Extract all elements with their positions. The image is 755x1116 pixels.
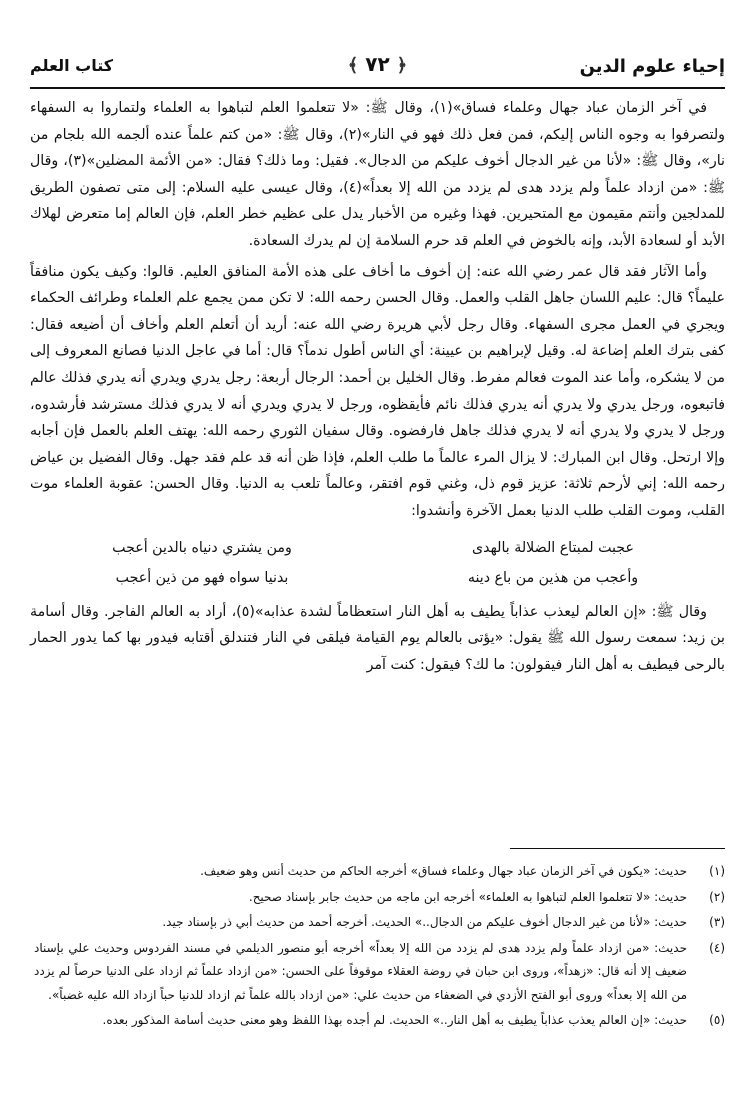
footnote-divider	[510, 848, 725, 849]
poem-hemistich: ومن يشتري دنياه بالدين أعجب	[112, 539, 292, 556]
footnote-text: حديث: «يكون في آخر الزمان عباد جهال وعلماء فساق» أخرجه الحاكم من حديث أنس وهو ضعيف.	[200, 864, 687, 878]
paragraph-1: في آخر الزمان عباد جهال وعلماء فساق»(١)، وقال ﷺ: «لا تتعلموا العلم لتباهوا به العلماء ولتماروا به السفهاء ولتصرفوا به وجوه الناس إليكم، فمن فعل ذلك فهو في النار»(٢)، وقال ﷺ: «من كتم علماً عنده ألجمه الله بلجام من نار»، وقال ﷺ: «لأنا من غير الدجال أخوف عليكم من الدجال». فقيل: وما ذلك؟ فقال: «من الأئمة المضلين»(٣)، وقال ﷺ: «من ازداد علماً ولم يزدد هدى لم يزدد من الله إلا بعداً»(٤)، وقال عيسى عليه السلام: إلى متى تصفون الطريق للمدلجين وأنتم مقيمون مع المتحيرين. فهذا وغيره من الأخبار يدل على عظيم خطر العلم، فإن العالم إما متعرض لهلاك الأبد أو لسعادة الأبد، وإنه بالخوض في العلم قد حرم السلامة إن لم يدرك السعادة.	[30, 100, 726, 249]
footnote-text: حديث: «لا تتعلموا العلم لتباهوا به العلماء» أخرجه ابن ماجه من حديث جابر بإسناد صحيح.	[248, 889, 687, 904]
poem-hemistich: عجبت لمبتاع الضلالة بالهدى	[472, 539, 634, 556]
poem-verse-1	[30, 533, 725, 563]
footnote-1	[34, 860, 725, 884]
footnote-number: (١)	[709, 864, 725, 878]
page-number	[348, 52, 407, 76]
paragraph-2: وأما الآثار فقد قال عمر رضي الله عنه: إن أخوف ما أخاف على هذه الأمة المنافق العليم. قالوا: وكيف يكون منافقاً عليماً؟ قال: عليم اللسان جاهل القلب والعمل. وقال الحسن رحمه الله: لا تكن ممن يجمع علم العلماء وطرائف الحكماء ويجري في العمل مجرى السفهاء. وقال رجل لأبي هريرة رضي الله عنه: أريد أن أتعلم العلم وأخاف أن أضيعه فقال: كفى بترك العلم إضاعة له. وقيل لإبراهيم بن عيينة: أي الناس أطول ندماً؟ قال: أما في عاجل الدنيا فصانع المعروف إلى من لا يشكره، وأما عند الموت فعالم مفرط. وقال الخليل بن أحمد: الرجال أربعة: رجل يدري ويدري أنه يدري فذلك عالم فاتبعوه، ورجل يدري ولا يدري أنه يدري فذلك نائم فأيقظوه، ورجل لا يدري ويدري أنه لا يدري فذلك مسترشد فأرشدوه، ورجل لا يدري ولا يدري أنه لا يدري فذلك جاهل فارفضوه. وقال سفيان الثوري رحمه الله: يهتف العلم بالعمل فإن أجابه وإلا ارتحل. وقال ابن المبارك: لا يزال المرء عالماً ما طلب العلم، فإذا ظن أنه قد علم فقد جهل. وقال الفضيل بن عياض رحمه الله: إني لأرحم ثلاثة: عزيز قوم ذل، وغني قوم افتقر، وعالماً تلعب به الدنيا. وقال الحسن: عقوبة العلماء موت القلب، وموت القلب طلب الدنيا بعمل الآخرة وأنشدوا:	[30, 263, 725, 519]
main-text	[30, 95, 725, 678]
footnote-text: حديث: «لأنا من غير الدجال أخوف عليكم من الدجال..» الحديث. أخرجه أحمد من حديث أبي ذر بإسناد جيد.	[162, 915, 687, 929]
poem-hemistich: وأعجب من هذين من باع دينه	[467, 569, 639, 586]
header-divider	[30, 87, 725, 89]
footnote-5	[34, 1009, 725, 1033]
footnote-number: (٣)	[709, 915, 725, 929]
footnote-text: حديث: «من ازداد علماً ولم يزدد هدى لم يزدد من الله إلا بعداً» أخرجه أبو منصور الديلمي في مسند الفردوس وحديث علي بإسناد ضعيف إلا أنه قال: «زهداً»، وروى ابن حبان في روضة العقلاء موقوفاً على الحسن: «من ازداد علماً ثم ازداد على الدنيا حرصاً لم يزدد من الله إلا بعداً» وروى أبو الفتح الأزدي في الضعفاء من حديث علي: «من ازداد بالله علماً ثم ازداد للدنيا حباً ازداد الله عليه غضباً».	[34, 940, 687, 1002]
poem-verse-2	[30, 563, 725, 593]
chapter-title: كتاب العلم	[30, 56, 114, 75]
footnotes	[34, 860, 725, 1035]
poem	[30, 533, 725, 593]
footnote-4	[34, 937, 725, 1008]
footnote-2	[34, 886, 725, 910]
footnote-3	[34, 911, 725, 935]
footnote-number: (٥)	[709, 1013, 725, 1027]
footnote-number: (٤)	[709, 940, 725, 955]
ornament-left-icon: ﴾	[347, 55, 359, 76]
paragraph-3: وقال ﷺ: «إن العالم ليعذب عذاباً يطيف به أهل النار استعظاماً لشدة عذابه»(٥)، أراد به العالم الفاجر. وقال أسامة بن زيد: سمعت رسول الله ﷺ يقول: «يؤتى بالعالم يوم القيامة فيلقى في النار فتندلق أقتابه فيدور بها كما يدور الحمار بالرحى فيطيف به أهل النار فيقولون: ما لك؟ فيقول: كنت آمر	[30, 603, 725, 673]
book-title: إحياء علوم الدين	[579, 56, 725, 77]
page-header	[30, 52, 725, 88]
ornament-right-icon: ﴿	[396, 55, 408, 76]
poem-hemistich: بدنيا سواه فهو من ذين أعجب	[115, 569, 289, 586]
footnote-number: (٢)	[709, 889, 725, 904]
footnote-text: حديث: «إن العالم يعذب عذاباً يطيف به أهل النار..» الحديث. لم أجده بهذا اللفظ وهو معنى حديث أسامة المذكور بعده.	[102, 1013, 687, 1027]
page-number-value: ٧٢	[365, 52, 390, 76]
